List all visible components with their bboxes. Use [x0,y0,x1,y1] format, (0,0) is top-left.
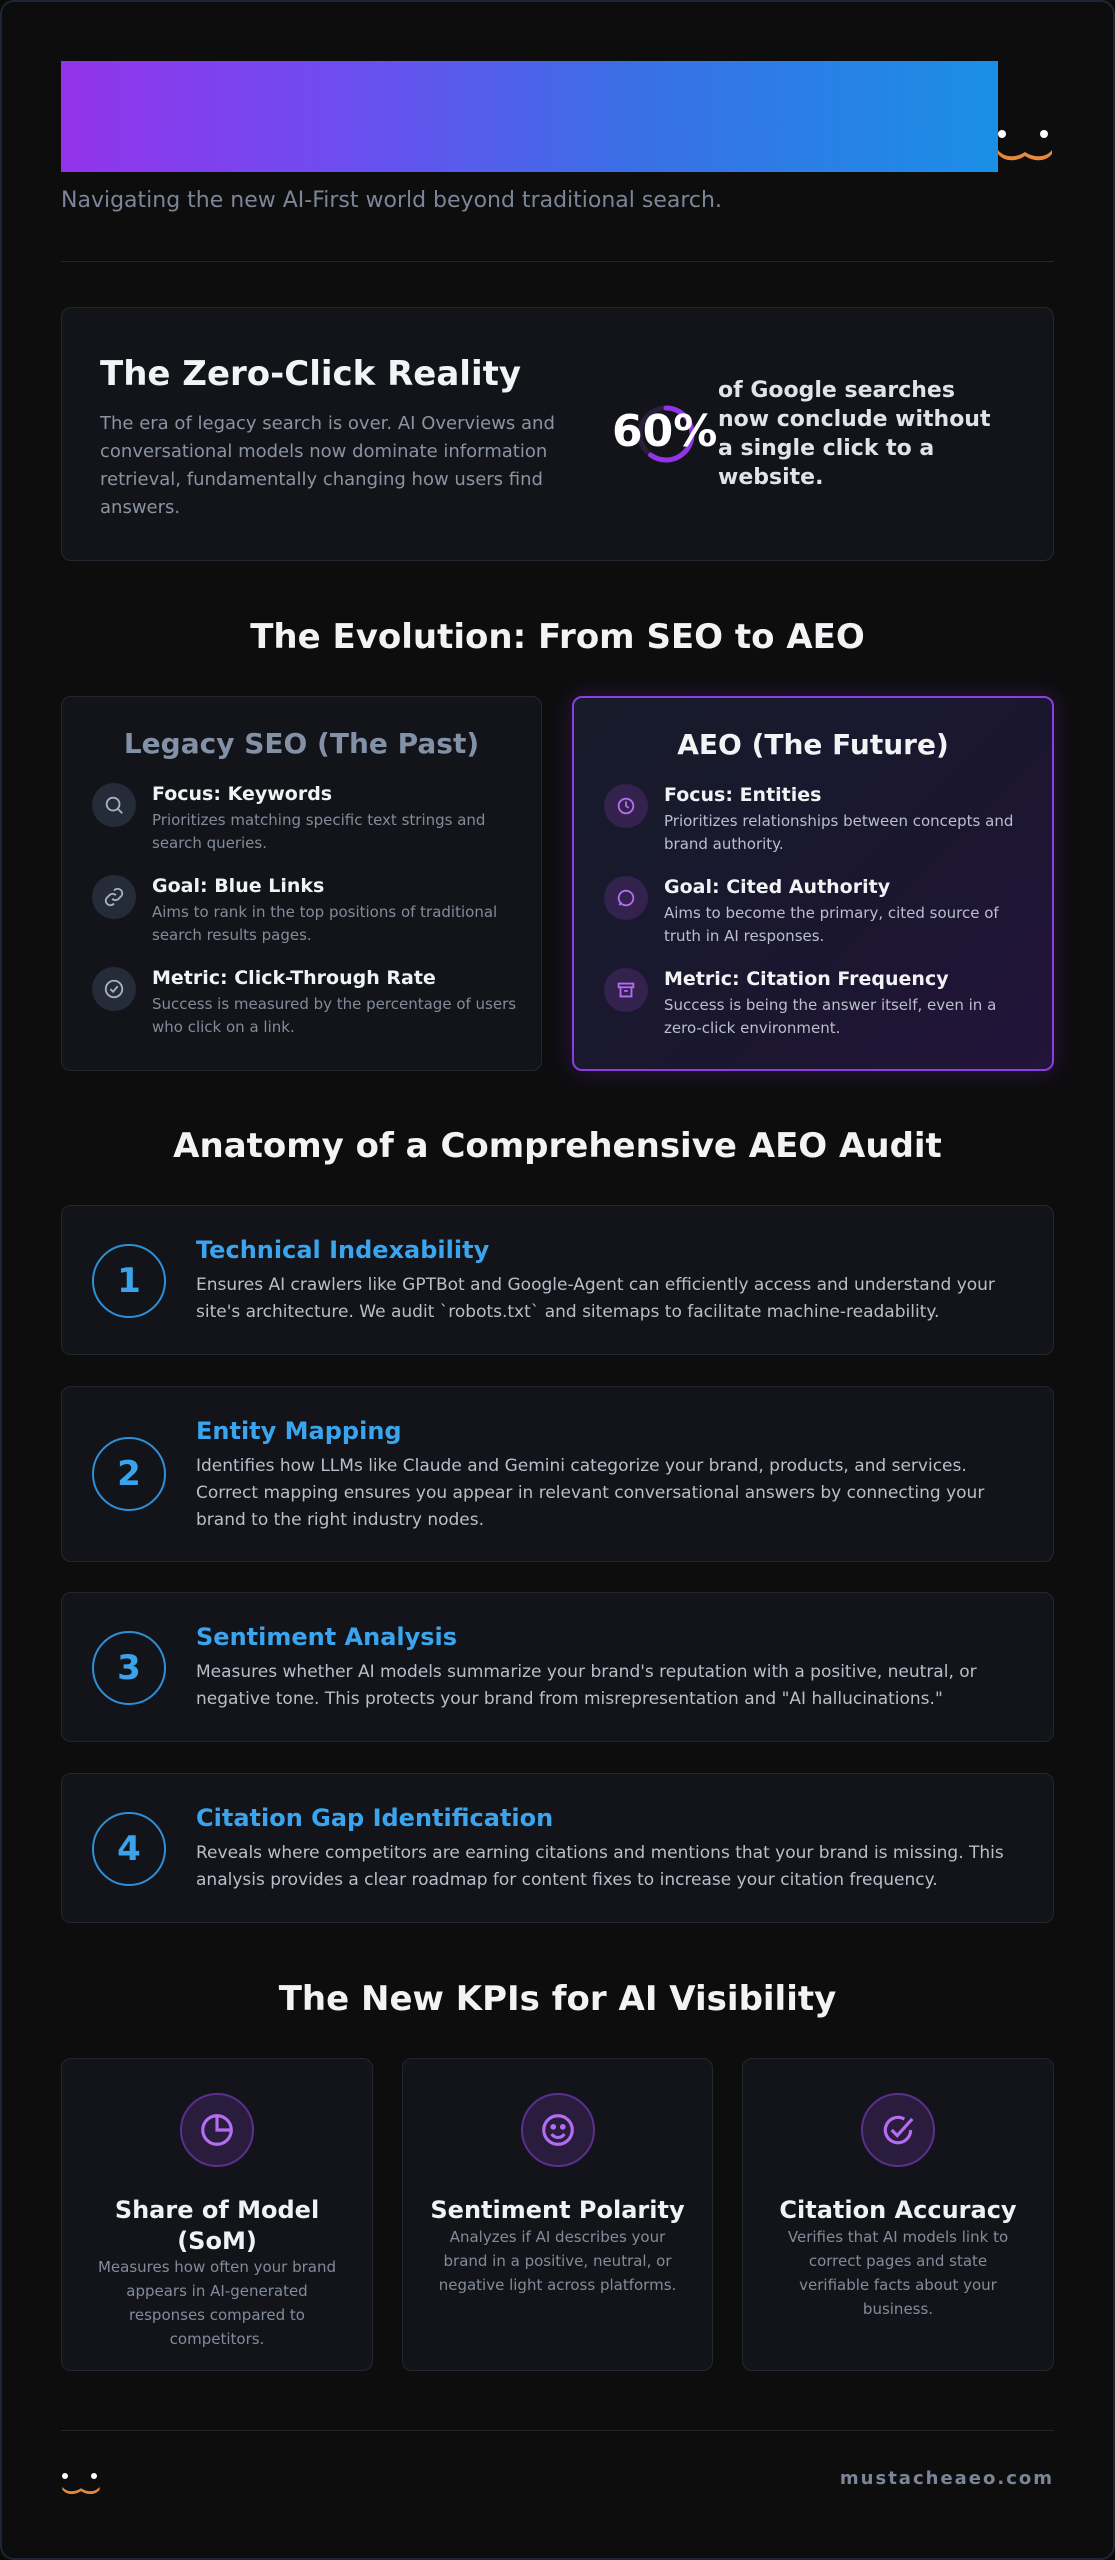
audit-title: Anatomy of a Comprehensive AEO Audit [173,1126,942,1166]
archive-icon [604,968,648,1012]
clock-icon [604,784,648,828]
step-title: Citation Gap Identification [196,1804,554,1832]
kpi-description: Measures how often your brand appears in AI-generated responses compared to competitors. [97,2258,337,2348]
check-circle-icon [92,967,136,1011]
aeo-item-citation-frequency: Metric: Citation Frequency Success is being the answer itself, even in a zero-click environment. [604,968,1032,1048]
evolution-title: The Evolution: From SEO to AEO [250,617,865,657]
zero-click-body: The era of legacy search is over. AI Overviews and conversational models now dominate information retrieval, fundamentally changing how users find answers. [100,413,555,518]
search-icon [92,783,136,827]
kpi-title: Citation Accuracy [779,2196,1017,2224]
legacy-seo-title: Legacy SEO (The Past) [123,727,480,760]
footer-mustache-logo [61,2473,101,2497]
header-tagline: Navigating the new AI-First world beyond traditional search. [61,188,722,213]
step-number: 1 [92,1244,166,1318]
audit-step-4 [61,1773,1054,1923]
legacy-item-ctr: Metric: Click-Through Rate Success is measured by the percentage of users who click on a link. [92,967,521,1047]
kpi-card-share-of-model [61,2058,373,2371]
footer-divider [61,2430,1054,2431]
mustache-logo [996,130,1054,164]
header-divider [61,261,1054,262]
check-badge-icon [861,2093,935,2167]
audit-step-2 [61,1386,1054,1562]
chat-bubble-icon [604,876,648,920]
kpi-card-sentiment-polarity [402,2058,713,2371]
step-description: Ensures AI crawlers like GPTBot and Google-Agent can efficiently access and understand your site's architecture. We audit `robots.txt` and sitemaps to facilitate machine-readability. [196,1275,995,1322]
pie-chart-icon [180,2093,254,2167]
step-title: Sentiment Analysis [196,1623,458,1651]
kpis-title: The New KPIs for AI Visibility [278,1979,837,2019]
kpi-card-citation-accuracy [742,2058,1054,2371]
kpi-description: Verifies that AI models link to correct pages and state verifiable facts about your business. [787,2228,1009,2318]
step-description: Identifies how LLMs like Claude and Gemini categorize your brand, products, and services. Correct mapping ensures you appear in relevant conversational answers by connecting your brand to the right industry nodes. [196,1456,985,1530]
legacy-item-keywords: Focus: Keywords Prioritizes matching specific text strings and search queries. [92,783,521,863]
zero-click-title: The Zero-Click Reality [100,354,522,394]
kpi-title: Sentiment Polarity [430,2196,685,2224]
aeo-card [572,696,1054,1071]
step-title: Technical Indexability [196,1236,490,1264]
footer-website-link[interactable]: mustacheaeo.com [839,2468,1054,2489]
audit-step-3 [61,1592,1054,1742]
header-banner [61,61,998,172]
audit-step-1 [61,1205,1054,1355]
kpi-title: Share of Model (SoM) [114,2196,320,2255]
zero-click-card [61,307,1054,561]
step-number: 3 [92,1631,166,1705]
smiley-icon [521,2093,595,2167]
aeo-item-cited-authority: Goal: Cited Authority Aims to become the primary, cited source of truth in AI responses. [604,876,1032,956]
aeo-item-entities: Focus: Entities Prioritizes relationships between concepts and brand authority. [604,784,1032,864]
step-number: 2 [92,1437,166,1511]
step-description: Measures whether AI models summarize your brand's reputation with a positive, neutral, or negative tone. This protects your brand from misrepresentation and "AI hallucinations." [196,1662,977,1709]
stat-description: of Google searches now conclude without a single click to a website. [718,378,991,490]
step-description: Reveals where competitors are earning citations and mentions that your brand is missing. This analysis provides a clear roadmap for content fixes to increase your citation frequency. [196,1843,1004,1890]
legacy-item-blue-links: Goal: Blue Links Aims to rank in the top positions of traditional search results pages. [92,875,521,955]
stat-value: 60% [612,406,718,457]
aeo-title: AEO (The Future) [677,728,949,761]
legacy-seo-card [61,696,542,1071]
link-icon [92,875,136,919]
kpi-description: Analyzes if AI describes your brand in a positive, neutral, or negative light across platforms. [438,2228,677,2294]
step-number: 4 [92,1812,166,1886]
step-title: Entity Mapping [196,1417,402,1445]
